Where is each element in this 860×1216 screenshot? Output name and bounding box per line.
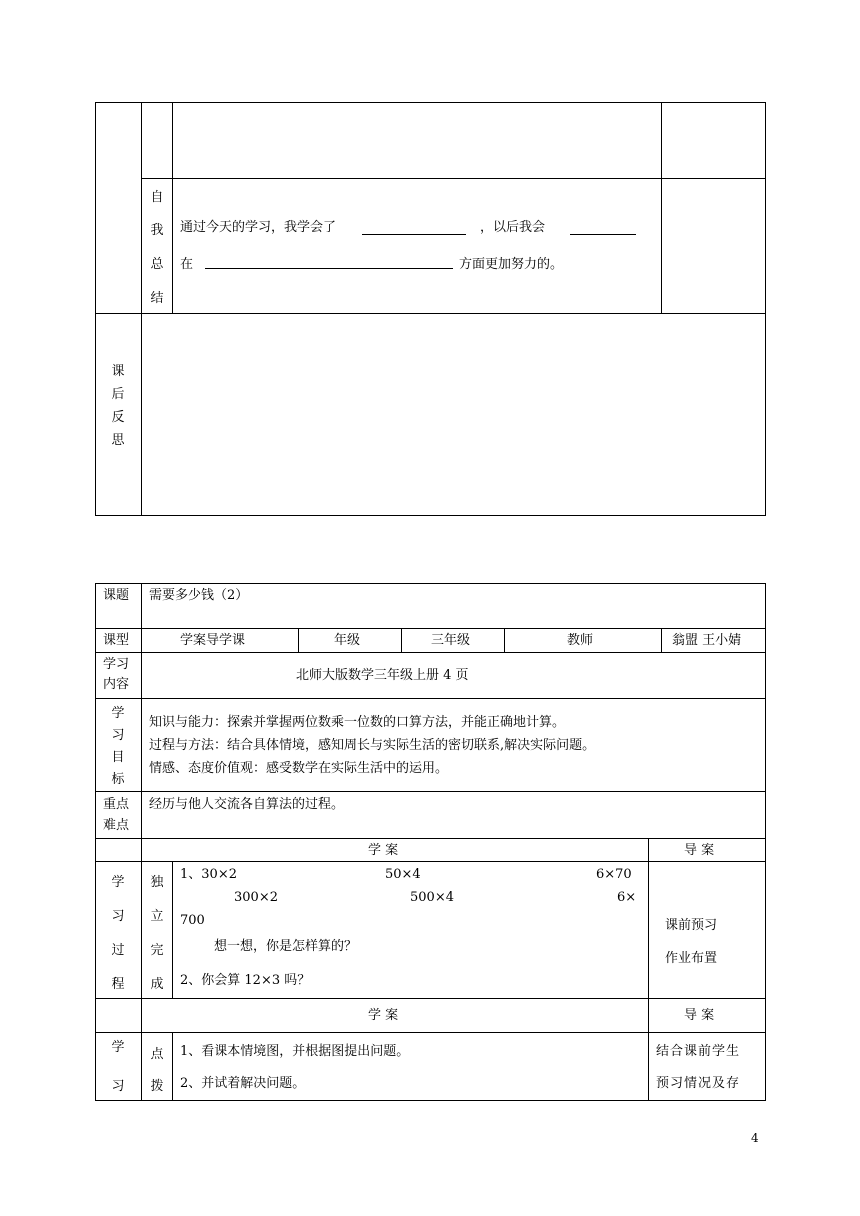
key-value: 经历与他人交流各自算法的过程。 [149,797,345,812]
goal-item: 知识与能力：探索并掌握两位数乘一位数的口算方法，并能正确地计算。 [149,715,566,730]
daoan-header: 导 案 [684,843,715,858]
type-value: 学案导学课 [180,633,246,648]
topic-label: 课题 [103,588,130,603]
type-label: 课型 [103,633,130,648]
goal-item: 情感、态度价值观：感受数学在实际生活中的运用。 [149,761,449,776]
topic-value: 需要多少钱（2） [149,588,249,603]
xuean-header: 学 案 [368,843,399,858]
goal-item: 过程与方法：结合具体情境，感知周长与实际生活的密切联系,解决实际问题。 [149,738,596,753]
blank-line [205,268,453,269]
grade-value: 三年级 [431,633,471,648]
teacher-value: 翁盟 王小婧 [672,633,742,648]
content-value: 北师大版数学三年级上册 4 页 [296,668,469,683]
xuean-header-2: 学 案 [368,1008,399,1023]
teacher-label: 教师 [567,633,594,648]
blank-line [570,234,636,235]
blank-line [362,234,466,235]
grade-label: 年级 [334,633,361,648]
page-number: 4 [751,1131,759,1145]
daoan-header-2: 导 案 [684,1008,715,1023]
